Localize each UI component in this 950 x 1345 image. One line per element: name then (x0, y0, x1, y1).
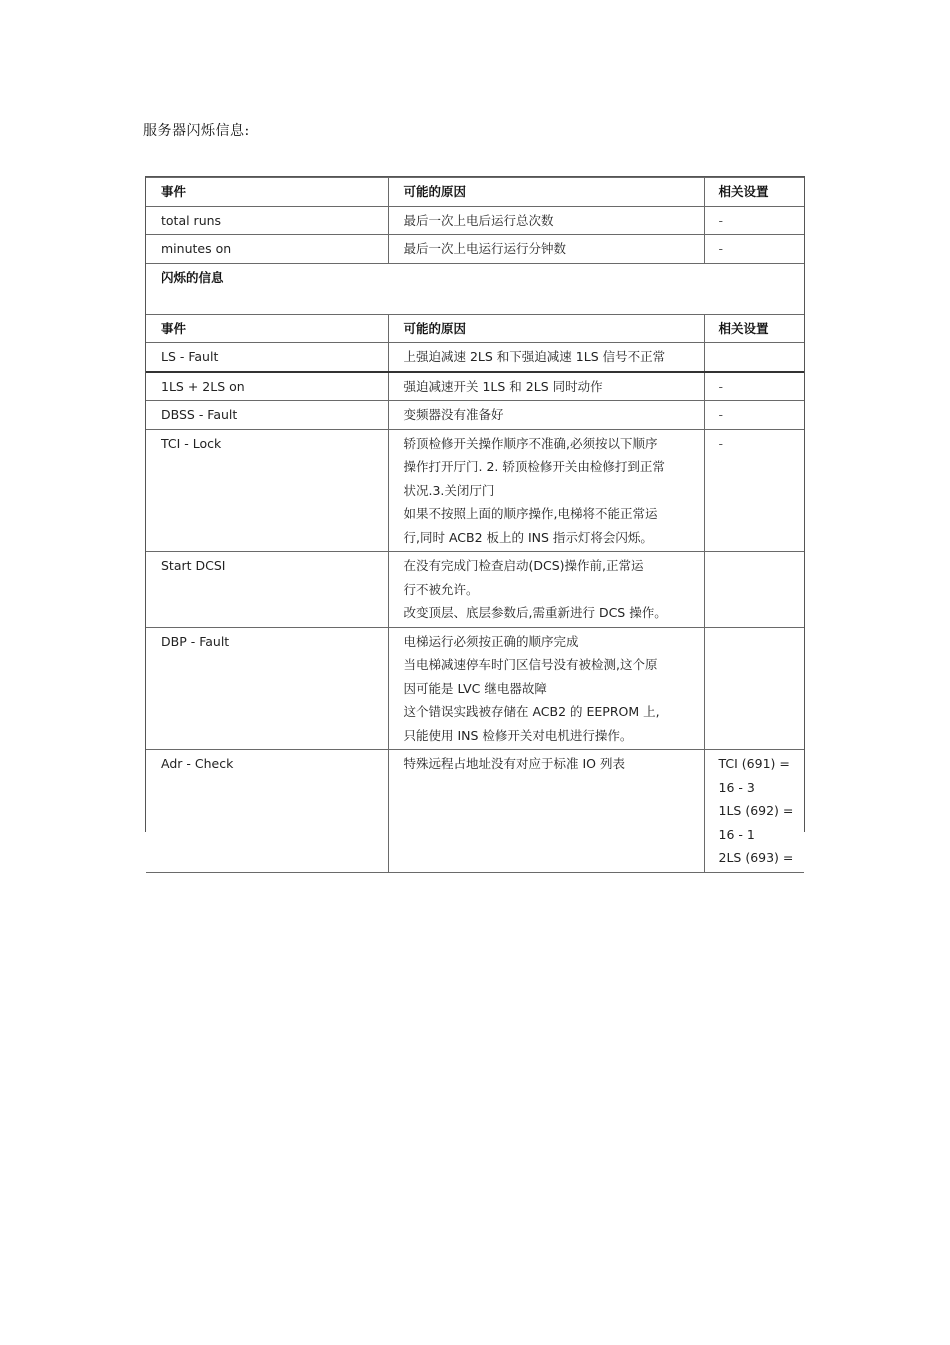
reason-line: 当电梯减速停车时门区信号没有被检测,这个原 (403, 657, 658, 672)
table-header-row (146, 178, 804, 207)
header-setting: 相关设置 (704, 178, 804, 207)
setting-cell (704, 343, 804, 372)
reason-line: 这个错误实践被存储在 ACB2 的 EEPROM 上, (403, 704, 660, 719)
header-reason: 可能的原因 (388, 178, 704, 207)
reason-cell (388, 552, 704, 628)
reason-cell (388, 401, 704, 430)
reason-line: 特殊远程占地址没有对应于标准 IO 列表 (403, 756, 625, 771)
reason-cell: 最后一次上电运行运行分钟数 (388, 235, 704, 264)
setting-cell: - (704, 235, 804, 264)
header-reason: 可能的原因 (388, 314, 704, 343)
event-cell: Start DCSI (146, 552, 388, 628)
reason-line: 改变顶层、底层参数后,需重新进行 DCS 操作。 (403, 605, 667, 620)
setting-cell (704, 429, 804, 552)
header-setting: 相关设置 (704, 314, 804, 343)
table-row (146, 235, 804, 264)
reason-cell: 最后一次上电后运行总次数 (388, 206, 704, 235)
reason-cell (388, 750, 704, 873)
event-cell: 1LS + 2LS on (146, 372, 388, 401)
reason-cell (388, 343, 704, 372)
setting-line: - (718, 435, 724, 451)
table-row (146, 206, 804, 235)
setting-cell (704, 372, 804, 401)
event-cell: LS - Fault (146, 343, 388, 372)
setting-line (719, 345, 801, 369)
event-cell: TCI - Lock (146, 429, 388, 552)
reason-line: 上强迫减速 2LS 和下强迫减速 1LS 信号不正常 (403, 349, 666, 364)
reason-line: 只能使用 INS 检修开关对电机进行操作。 (403, 727, 633, 743)
setting-cell (704, 552, 804, 628)
setting-cell (704, 401, 804, 430)
setting-line (719, 554, 801, 578)
table-row (146, 750, 804, 873)
info-table (146, 177, 804, 873)
setting-line: TCI (691) = (718, 756, 790, 771)
reason-line: 变频器没有准备好 (403, 407, 504, 422)
event-cell: DBP - Fault (146, 627, 388, 750)
table-row (146, 627, 804, 750)
reason-line: 在没有完成门检查启动(DCS)操作前,正常运 (403, 558, 644, 573)
setting-line: 2LS (693) = (718, 850, 794, 865)
setting-line: - (718, 378, 724, 394)
event-cell: total runs (146, 206, 388, 235)
reason-line: 行不被允许。 (403, 581, 479, 597)
section-header-row (146, 314, 804, 343)
setting-line: 16 - 1 (718, 826, 755, 842)
header-event: 事件 (146, 178, 388, 207)
table-row (146, 343, 804, 372)
reason-line: 行,同时 ACB2 板上的 INS 指示灯将会闪烁。 (403, 529, 653, 545)
reason-cell (388, 627, 704, 750)
event-cell: minutes on (146, 235, 388, 264)
reason-line: 因可能是 LVC 继电器故障 (403, 680, 547, 696)
setting-line: 1LS (692) = (718, 803, 794, 818)
server-flash-info-table (145, 176, 805, 865)
event-cell: Adr - Check (146, 750, 388, 873)
reason-line: 如果不按照上面的顺序操作,电梯将不能正常运 (403, 506, 658, 521)
event-cell: DBSS - Fault (146, 401, 388, 430)
table-row (146, 401, 804, 430)
header-event: 事件 (146, 314, 388, 343)
section-title: 闪烁的信息 (146, 263, 804, 314)
reason-line: 轿顶检修开关操作顺序不准确,必须按以下顺序 (403, 435, 658, 451)
section-title-row (146, 263, 804, 314)
setting-cell: - (704, 206, 804, 235)
setting-line (719, 630, 801, 654)
reason-line: 强迫减速开关 1LS 和 2LS 同时动作 (403, 378, 603, 394)
table-row (146, 552, 804, 628)
setting-cell (704, 627, 804, 750)
setting-cell (704, 750, 804, 873)
table-row (146, 372, 804, 401)
page-heading: 服务器闪烁信息: (143, 123, 250, 139)
reason-line: 状况.3.关闭厅门 (403, 482, 495, 498)
table-row (146, 429, 804, 552)
reason-cell (388, 429, 704, 552)
reason-line: 电梯运行必须按正确的顺序完成 (403, 633, 579, 649)
setting-line: - (718, 407, 724, 422)
reason-cell (388, 372, 704, 401)
reason-line: 操作打开厅门. 2. 轿顶检修开关由检修打到正常 (403, 459, 665, 474)
setting-line: 16 - 3 (718, 779, 755, 795)
